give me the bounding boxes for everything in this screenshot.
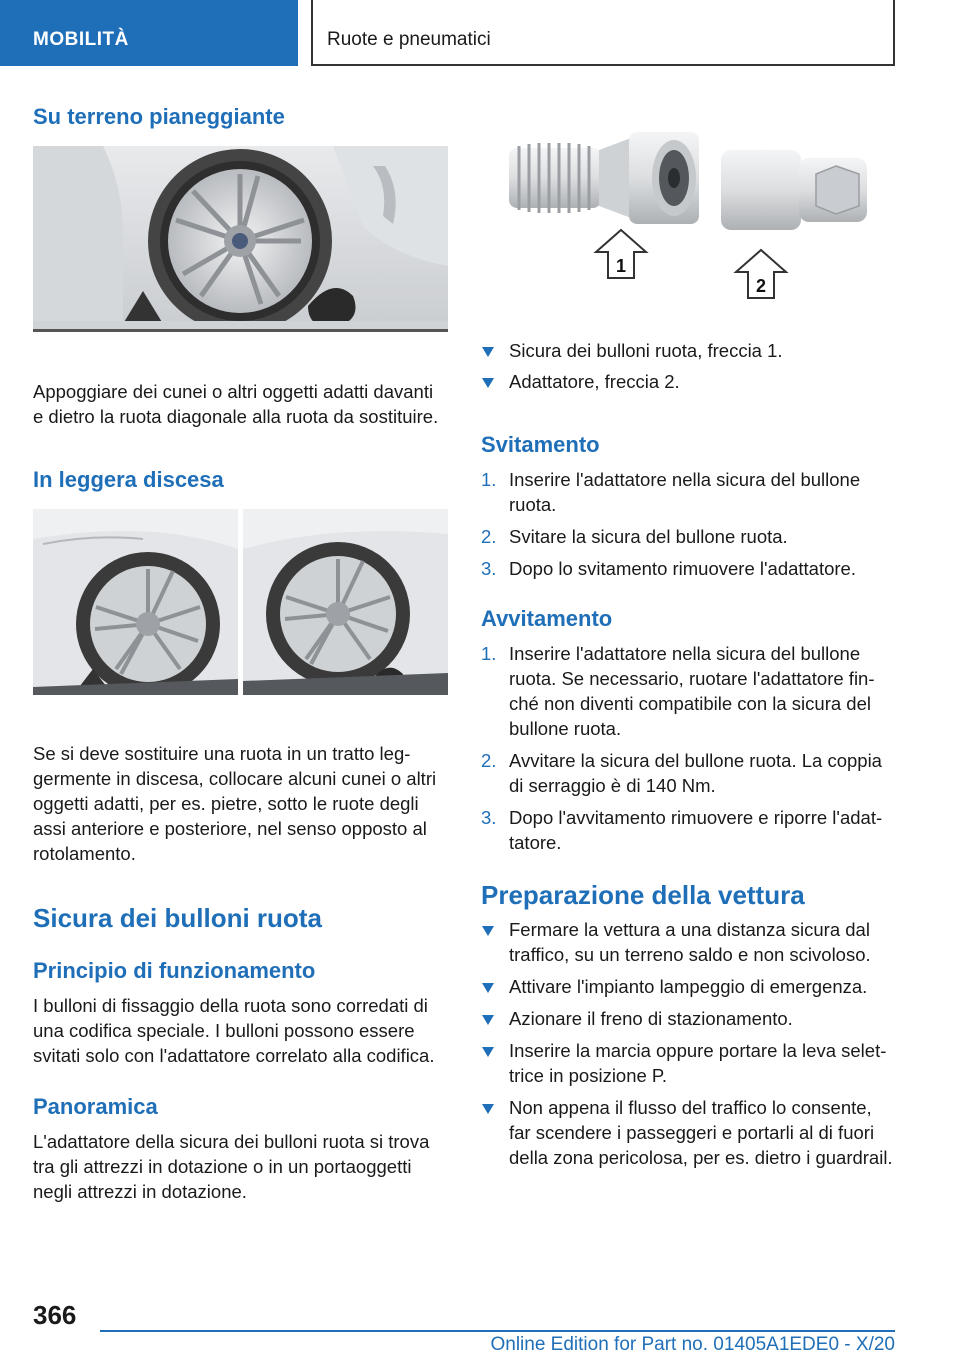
triangle-bullet-icon [481,1095,494,1120]
legend-list [481,338,896,394]
prep-item-5: Non appena il flusso del traffico lo consente, far scendere i passeggeri e portarli al di fuori della zona pericolosa, per es. dietro i guardrail. [481,1095,896,1170]
screw-step-2: 2. Avvitare la sicura del bullone ruota. La coppia di serraggio è di 140 Nm. [481,750,882,796]
section-tab: MOBILITÀ [0,0,298,66]
unscrew-step-2: 2. Svitare la sicura del bullone ruota. [481,526,788,547]
paragraph-overview: L'adattatore della sicura dei bulloni ruota si trova tra gli attrezzi in dotazione o in un portaoggetti negli attrezzi in dotazione. [33,1131,430,1202]
screw-step-1: 1. Inserire l'adattatore nella sicura del bullone ruota. Se necessario, ruotare l'adattatore finché non diventi compatibile con la sicura del bullone ruota. [481,643,875,739]
footer-edition: Online Edition for Part no. 01405A1EDE0 - X/20 [490,1334,895,1355]
arrow-2-label: 2 [755,276,767,296]
arrow-1-label: 1 [615,256,627,276]
triangle-bullet-icon [481,369,494,394]
wheel-slope-left-illustration [33,509,238,695]
figure-wheel-lock-adapter [481,110,896,330]
prep-item-1: Fermare la vettura a una distanza sicura dal traffico, su un terreno saldo e non scivoloso. [481,917,896,967]
screw-steps [481,641,896,855]
unscrew-step-3: 3. Dopo lo svitamento rimuovere l'adattatore. [481,558,856,579]
wheel-slope-right-illustration [243,509,448,695]
preparation-list [481,917,896,1170]
legend-item-2: Adattatore, freccia 2. [481,369,896,394]
chapter-title: Ruote e pneumatici [311,0,895,66]
paragraph-slight-slope: Se si deve sostituire una ruota in un tratto leggermente in discesa, collocare alcuni cunei o altri oggetti adatti, per es. pietre, sotto le ruote degli assi anteriore e posteriore, nel senso opposto al rotolamento. [33,743,437,864]
triangle-bullet-icon [481,917,494,942]
triangle-bullet-icon [481,338,494,363]
triangle-bullet-icon [481,1038,494,1063]
figure-wheel-slope-right [243,509,448,695]
legend-item-1: Sicura dei bulloni ruota, freccia 1. [481,338,896,363]
prep-item-4: Inserire la marcia oppure portare la leva selettrice in posizione P. [481,1038,896,1088]
lock-bolt-and-adapter-illustration [481,110,896,330]
heading-unscrewing: Svitamento [481,432,600,457]
heading-overview: Panoramica [33,1094,158,1119]
arrow-2 [736,250,786,298]
screw-step-3: 3. Dopo l'avvitamento rimuovere e riporre l'adattatore. [481,807,883,853]
paragraph-principle: I bulloni di fissaggio della ruota sono corredati di una codifica speciale. I bulloni possono essere svitati solo con l'adattatore correlato alla codifica. [33,995,435,1066]
heading-wheel-lock: Sicura dei bulloni ruota [33,903,322,933]
footer-rule [100,1330,895,1332]
heading-principle: Principio di funzionamento [33,958,316,983]
triangle-bullet-icon [481,974,494,999]
unscrew-steps [481,467,896,581]
heading-screwing: Avvitamento [481,606,613,631]
heading-vehicle-preparation: Preparazione della vettura [481,880,805,910]
figure-wheel-flat [33,146,448,332]
prep-item-3: Azionare il freno di stazionamento. [481,1006,896,1031]
paragraph-flat-ground: Appoggiare dei cunei o altri oggetti adatti davanti e dietro la ruota diagonale alla ruota da sostituire. [33,381,439,427]
arrow-1 [596,230,646,278]
heading-slight-slope: In leggera discesa [33,467,224,492]
figure-underline [33,329,448,332]
heading-flat-ground: Su terreno pianeggiante [33,104,285,129]
figure-wheel-slope-left [33,509,238,695]
unscrew-step-1: 1. Inserire l'adattatore nella sicura del bullone ruota. [481,469,861,515]
page-number: 366 [33,1300,77,1330]
triangle-bullet-icon [481,1006,494,1031]
wheel-flat-illustration [33,146,448,332]
prep-item-2: Attivare l'impianto lampeggio di emergenza. [481,974,896,999]
